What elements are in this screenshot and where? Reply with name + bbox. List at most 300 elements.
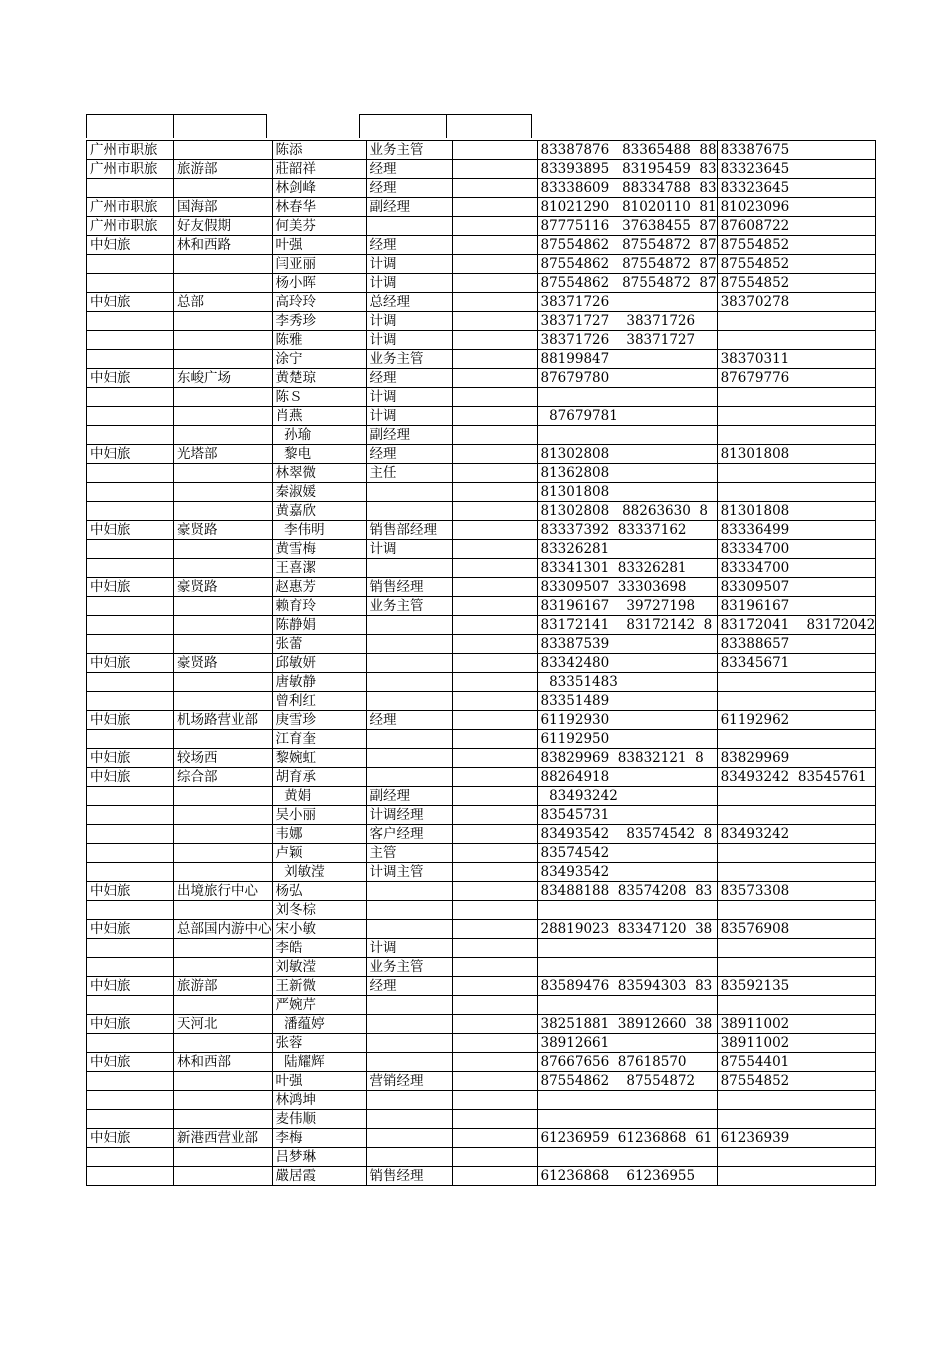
dept-cell[interactable] xyxy=(174,312,273,331)
org-cell[interactable]: 中妇旅 xyxy=(87,1015,174,1034)
fax-cell[interactable] xyxy=(717,958,876,977)
phone-cell[interactable]: 83342480 xyxy=(537,654,717,673)
phone-cell[interactable] xyxy=(537,958,717,977)
fax-cell[interactable] xyxy=(717,787,876,806)
dept-cell[interactable] xyxy=(174,787,273,806)
name-cell[interactable]: 刘敏滢 xyxy=(272,958,366,977)
title-cell[interactable] xyxy=(366,1015,452,1034)
org-cell[interactable]: 中妇旅 xyxy=(87,293,174,312)
name-cell[interactable]: 陆耀辉 xyxy=(272,1053,366,1072)
title-cell[interactable] xyxy=(366,559,452,578)
blank-cell[interactable] xyxy=(452,559,537,578)
fax-cell[interactable]: 83493242 xyxy=(717,825,876,844)
title-cell[interactable] xyxy=(366,673,452,692)
dept-cell[interactable] xyxy=(174,1110,273,1129)
blank-cell[interactable] xyxy=(452,768,537,787)
blank-cell[interactable] xyxy=(452,920,537,939)
blank-cell[interactable] xyxy=(452,388,537,407)
org-cell[interactable] xyxy=(87,350,174,369)
dept-cell[interactable]: 机场路营业部 xyxy=(174,711,273,730)
dept-cell[interactable]: 旅游部 xyxy=(174,160,273,179)
phone-cell[interactable]: 61192930 xyxy=(537,711,717,730)
phone-cell[interactable]: 83488188 83574208 83 xyxy=(537,882,717,901)
dept-cell[interactable] xyxy=(174,825,273,844)
blank-cell[interactable] xyxy=(452,141,537,160)
blank-cell[interactable] xyxy=(452,502,537,521)
fax-cell[interactable] xyxy=(717,806,876,825)
fax-cell[interactable]: 83336499 xyxy=(717,521,876,540)
org-cell[interactable] xyxy=(87,1110,174,1129)
blank-cell[interactable] xyxy=(452,445,537,464)
org-cell[interactable]: 中妇旅 xyxy=(87,1129,174,1148)
org-cell[interactable]: 广州市职旅 xyxy=(87,217,174,236)
phone-cell[interactable]: 83493542 xyxy=(537,863,717,882)
org-cell[interactable]: 中妇旅 xyxy=(87,236,174,255)
name-cell[interactable]: 李梅 xyxy=(272,1129,366,1148)
name-cell[interactable]: 林翠微 xyxy=(272,464,366,483)
title-cell[interactable]: 计调 xyxy=(366,331,452,350)
title-cell[interactable]: 计调 xyxy=(366,939,452,958)
phone-cell[interactable]: 83341301 83326281 xyxy=(537,559,717,578)
title-cell[interactable] xyxy=(366,616,452,635)
name-cell[interactable]: 李秀珍 xyxy=(272,312,366,331)
org-cell[interactable]: 中妇旅 xyxy=(87,711,174,730)
title-cell[interactable] xyxy=(366,217,452,236)
dept-cell[interactable]: 国海部 xyxy=(174,198,273,217)
org-cell[interactable] xyxy=(87,255,174,274)
name-cell[interactable]: 刘冬棕 xyxy=(272,901,366,920)
dept-cell[interactable] xyxy=(174,331,273,350)
title-cell[interactable] xyxy=(366,901,452,920)
fax-cell[interactable] xyxy=(717,692,876,711)
name-cell[interactable]: 杨小晖 xyxy=(272,274,366,293)
org-cell[interactable]: 中妇旅 xyxy=(87,768,174,787)
org-cell[interactable]: 中妇旅 xyxy=(87,882,174,901)
name-cell[interactable]: 麦伟顺 xyxy=(272,1110,366,1129)
org-cell[interactable] xyxy=(87,540,174,559)
blank-cell[interactable] xyxy=(452,179,537,198)
org-cell[interactable] xyxy=(87,901,174,920)
phone-cell[interactable] xyxy=(537,939,717,958)
phone-cell[interactable] xyxy=(537,996,717,1015)
title-cell[interactable]: 副经理 xyxy=(366,426,452,445)
phone-cell[interactable]: 38371726 38371727 xyxy=(537,331,717,350)
org-cell[interactable] xyxy=(87,1148,174,1167)
title-cell[interactable]: 销售经理 xyxy=(366,578,452,597)
org-cell[interactable] xyxy=(87,559,174,578)
name-cell[interactable]: 严婉芹 xyxy=(272,996,366,1015)
dept-cell[interactable] xyxy=(174,464,273,483)
dept-cell[interactable]: 好友假期 xyxy=(174,217,273,236)
org-cell[interactable]: 广州市职旅 xyxy=(87,160,174,179)
phone-cell[interactable]: 81301808 xyxy=(537,483,717,502)
title-cell[interactable]: 计调 xyxy=(366,407,452,426)
title-cell[interactable]: 客户经理 xyxy=(366,825,452,844)
name-cell[interactable]: 陈静娟 xyxy=(272,616,366,635)
name-cell[interactable]: 肖燕 xyxy=(272,407,366,426)
phone-cell[interactable]: 83387876 83365488 88 xyxy=(537,141,717,160)
phone-cell[interactable] xyxy=(537,426,717,445)
dept-cell[interactable] xyxy=(174,407,273,426)
name-cell[interactable]: 林春华 xyxy=(272,198,366,217)
phone-cell[interactable]: 61236959 61236868 61 xyxy=(537,1129,717,1148)
name-cell[interactable]: 林剑峰 xyxy=(272,179,366,198)
phone-cell[interactable]: 81302808 88263630 8 xyxy=(537,502,717,521)
fax-cell[interactable] xyxy=(717,901,876,920)
title-cell[interactable] xyxy=(366,768,452,787)
blank-cell[interactable] xyxy=(452,350,537,369)
name-cell[interactable]: 孙瑜 xyxy=(272,426,366,445)
name-cell[interactable]: 宋小敏 xyxy=(272,920,366,939)
name-cell[interactable]: 叶强 xyxy=(272,1072,366,1091)
org-cell[interactable] xyxy=(87,996,174,1015)
name-cell[interactable]: 黄娟 xyxy=(272,787,366,806)
org-cell[interactable] xyxy=(87,939,174,958)
dept-cell[interactable]: 旅游部 xyxy=(174,977,273,996)
name-cell[interactable]: 张蓉 xyxy=(272,1034,366,1053)
title-cell[interactable] xyxy=(366,749,452,768)
fax-cell[interactable] xyxy=(717,1110,876,1129)
dept-cell[interactable]: 天河北 xyxy=(174,1015,273,1034)
blank-cell[interactable] xyxy=(452,1091,537,1110)
title-cell[interactable] xyxy=(366,882,452,901)
phone-cell[interactable]: 87667656 87618570 xyxy=(537,1053,717,1072)
dept-cell[interactable] xyxy=(174,616,273,635)
org-cell[interactable] xyxy=(87,1091,174,1110)
dept-cell[interactable]: 光塔部 xyxy=(174,445,273,464)
fax-cell[interactable]: 38370278 xyxy=(717,293,876,312)
org-cell[interactable] xyxy=(87,1072,174,1091)
fax-cell[interactable]: 81301808 xyxy=(717,502,876,521)
dept-cell[interactable]: 林和西路 xyxy=(174,236,273,255)
dept-cell[interactable] xyxy=(174,350,273,369)
fax-cell[interactable]: 83345671 xyxy=(717,654,876,673)
dept-cell[interactable]: 出境旅行中心 xyxy=(174,882,273,901)
org-cell[interactable]: 中妇旅 xyxy=(87,578,174,597)
dept-cell[interactable] xyxy=(174,597,273,616)
title-cell[interactable] xyxy=(366,1034,452,1053)
title-cell[interactable] xyxy=(366,996,452,1015)
blank-cell[interactable] xyxy=(452,635,537,654)
phone-cell[interactable]: 83493542 83574542 8 xyxy=(537,825,717,844)
name-cell[interactable]: 黄嘉欣 xyxy=(272,502,366,521)
dept-cell[interactable] xyxy=(174,559,273,578)
phone-cell[interactable]: 81302808 xyxy=(537,445,717,464)
org-cell[interactable] xyxy=(87,179,174,198)
fax-cell[interactable] xyxy=(717,1148,876,1167)
name-cell[interactable]: 唐敏静 xyxy=(272,673,366,692)
name-cell[interactable]: 吴小丽 xyxy=(272,806,366,825)
phone-cell[interactable]: 87554862 87554872 87 xyxy=(537,236,717,255)
dept-cell[interactable]: 林和西部 xyxy=(174,1053,273,1072)
fax-cell[interactable] xyxy=(717,312,876,331)
phone-cell[interactable]: 83196167 39727198 xyxy=(537,597,717,616)
blank-cell[interactable] xyxy=(452,654,537,673)
fax-cell[interactable]: 83323645 xyxy=(717,160,876,179)
blank-cell[interactable] xyxy=(452,1015,537,1034)
name-cell[interactable]: 李皓 xyxy=(272,939,366,958)
name-cell[interactable]: 卢颖 xyxy=(272,844,366,863)
fax-cell[interactable] xyxy=(717,1167,876,1186)
name-cell[interactable]: 李伟明 xyxy=(272,521,366,540)
dept-cell[interactable]: 东峻广场 xyxy=(174,369,273,388)
dept-cell[interactable] xyxy=(174,863,273,882)
name-cell[interactable]: 赵惠芳 xyxy=(272,578,366,597)
phone-cell[interactable]: 38912661 xyxy=(537,1034,717,1053)
fax-cell[interactable] xyxy=(717,407,876,426)
org-cell[interactable] xyxy=(87,1034,174,1053)
org-cell[interactable] xyxy=(87,635,174,654)
dept-cell[interactable] xyxy=(174,540,273,559)
phone-cell[interactable]: 83493242 xyxy=(537,787,717,806)
name-cell[interactable]: 闫亚丽 xyxy=(272,255,366,274)
fax-cell[interactable]: 61192962 xyxy=(717,711,876,730)
name-cell[interactable]: 王喜潔 xyxy=(272,559,366,578)
fax-cell[interactable]: 87679776 xyxy=(717,369,876,388)
name-cell[interactable]: 黄楚琼 xyxy=(272,369,366,388)
phone-cell[interactable] xyxy=(537,901,717,920)
phone-cell[interactable]: 83172141 83172142 8 xyxy=(537,616,717,635)
fax-cell[interactable]: 83592135 xyxy=(717,977,876,996)
org-cell[interactable] xyxy=(87,787,174,806)
fax-cell[interactable]: 83387675 xyxy=(717,141,876,160)
org-cell[interactable]: 中妇旅 xyxy=(87,654,174,673)
phone-cell[interactable]: 83326281 xyxy=(537,540,717,559)
org-cell[interactable] xyxy=(87,616,174,635)
name-cell[interactable]: 陈雅 xyxy=(272,331,366,350)
phone-cell[interactable]: 87554862 87554872 87 xyxy=(537,255,717,274)
phone-cell[interactable]: 83829969 83832121 8 xyxy=(537,749,717,768)
org-cell[interactable] xyxy=(87,407,174,426)
phone-cell[interactable]: 61192950 xyxy=(537,730,717,749)
name-cell[interactable]: 黄雪梅 xyxy=(272,540,366,559)
name-cell[interactable]: 曾利红 xyxy=(272,692,366,711)
blank-cell[interactable] xyxy=(452,160,537,179)
name-cell[interactable]: 刘敏滢 xyxy=(272,863,366,882)
title-cell[interactable] xyxy=(366,635,452,654)
blank-cell[interactable] xyxy=(452,597,537,616)
fax-cell[interactable]: 87608722 xyxy=(717,217,876,236)
phone-cell[interactable]: 61236868 61236955 xyxy=(537,1167,717,1186)
blank-cell[interactable] xyxy=(452,711,537,730)
blank-cell[interactable] xyxy=(452,331,537,350)
phone-cell[interactable]: 83337392 83337162 xyxy=(537,521,717,540)
phone-cell[interactable]: 83338609 88334788 83 xyxy=(537,179,717,198)
title-cell[interactable] xyxy=(366,1129,452,1148)
phone-cell[interactable]: 83589476 83594303 83 xyxy=(537,977,717,996)
phone-cell[interactable] xyxy=(537,1091,717,1110)
phone-cell[interactable]: 38251881 38912660 38 xyxy=(537,1015,717,1034)
fax-cell[interactable]: 83493242 83545761 xyxy=(717,768,876,787)
title-cell[interactable]: 业务主管 xyxy=(366,350,452,369)
fax-cell[interactable] xyxy=(717,464,876,483)
title-cell[interactable]: 经理 xyxy=(366,160,452,179)
dept-cell[interactable] xyxy=(174,1034,273,1053)
name-cell[interactable]: 潘蕴婷 xyxy=(272,1015,366,1034)
org-cell[interactable] xyxy=(87,426,174,445)
name-cell[interactable]: 秦淑媛 xyxy=(272,483,366,502)
phone-cell[interactable]: 87679780 xyxy=(537,369,717,388)
org-cell[interactable] xyxy=(87,274,174,293)
dept-cell[interactable] xyxy=(174,141,273,160)
phone-cell[interactable] xyxy=(537,1110,717,1129)
name-cell[interactable]: 赖育玲 xyxy=(272,597,366,616)
fax-cell[interactable]: 81023096 xyxy=(717,198,876,217)
dept-cell[interactable]: 豪贤路 xyxy=(174,521,273,540)
dept-cell[interactable] xyxy=(174,901,273,920)
dept-cell[interactable] xyxy=(174,483,273,502)
dept-cell[interactable]: 较场西 xyxy=(174,749,273,768)
title-cell[interactable]: 营销经理 xyxy=(366,1072,452,1091)
blank-cell[interactable] xyxy=(452,806,537,825)
phone-cell[interactable]: 87775116 37638455 87 xyxy=(537,217,717,236)
name-cell[interactable]: 林鸿坤 xyxy=(272,1091,366,1110)
fax-cell[interactable] xyxy=(717,996,876,1015)
dept-cell[interactable] xyxy=(174,1091,273,1110)
dept-cell[interactable] xyxy=(174,1167,273,1186)
org-cell[interactable]: 中妇旅 xyxy=(87,749,174,768)
phone-cell[interactable] xyxy=(537,1148,717,1167)
org-cell[interactable]: 中妇旅 xyxy=(87,369,174,388)
title-cell[interactable] xyxy=(366,502,452,521)
blank-cell[interactable] xyxy=(452,293,537,312)
name-cell[interactable]: 胡育承 xyxy=(272,768,366,787)
fax-cell[interactable] xyxy=(717,673,876,692)
blank-cell[interactable] xyxy=(452,673,537,692)
dept-cell[interactable] xyxy=(174,1072,273,1091)
org-cell[interactable]: 中妇旅 xyxy=(87,445,174,464)
title-cell[interactable] xyxy=(366,1148,452,1167)
name-cell[interactable]: 王新微 xyxy=(272,977,366,996)
title-cell[interactable] xyxy=(366,654,452,673)
dept-cell[interactable] xyxy=(174,274,273,293)
title-cell[interactable] xyxy=(366,730,452,749)
org-cell[interactable] xyxy=(87,597,174,616)
fax-cell[interactable] xyxy=(717,426,876,445)
phone-cell[interactable]: 81021290 81020110 81 xyxy=(537,198,717,217)
blank-cell[interactable] xyxy=(452,483,537,502)
name-cell[interactable]: 杨弘 xyxy=(272,882,366,901)
fax-cell[interactable] xyxy=(717,939,876,958)
dept-cell[interactable] xyxy=(174,255,273,274)
dept-cell[interactable] xyxy=(174,806,273,825)
blank-cell[interactable] xyxy=(452,958,537,977)
fax-cell[interactable]: 83576908 xyxy=(717,920,876,939)
name-cell[interactable]: 嚴居霞 xyxy=(272,1167,366,1186)
dept-cell[interactable] xyxy=(174,1148,273,1167)
org-cell[interactable]: 中妇旅 xyxy=(87,920,174,939)
fax-cell[interactable] xyxy=(717,483,876,502)
title-cell[interactable] xyxy=(366,483,452,502)
blank-cell[interactable] xyxy=(452,236,537,255)
name-cell[interactable]: 涂宁 xyxy=(272,350,366,369)
title-cell[interactable] xyxy=(366,1110,452,1129)
title-cell[interactable]: 计调 xyxy=(366,274,452,293)
blank-cell[interactable] xyxy=(452,578,537,597)
name-cell[interactable]: 叶强 xyxy=(272,236,366,255)
name-cell[interactable]: 莊韶祥 xyxy=(272,160,366,179)
fax-cell[interactable] xyxy=(717,388,876,407)
title-cell[interactable]: 计调 xyxy=(366,540,452,559)
org-cell[interactable] xyxy=(87,825,174,844)
title-cell[interactable]: 经理 xyxy=(366,236,452,255)
dept-cell[interactable] xyxy=(174,179,273,198)
blank-cell[interactable] xyxy=(452,692,537,711)
title-cell[interactable]: 经理 xyxy=(366,445,452,464)
phone-cell[interactable]: 83387539 xyxy=(537,635,717,654)
blank-cell[interactable] xyxy=(452,1034,537,1053)
name-cell[interactable]: 邱敏妍 xyxy=(272,654,366,673)
phone-cell[interactable]: 81362808 xyxy=(537,464,717,483)
org-cell[interactable]: 广州市职旅 xyxy=(87,198,174,217)
blank-cell[interactable] xyxy=(452,540,537,559)
fax-cell[interactable]: 83334700 xyxy=(717,540,876,559)
org-cell[interactable] xyxy=(87,806,174,825)
fax-cell[interactable]: 61236939 xyxy=(717,1129,876,1148)
name-cell[interactable]: 庚雪珍 xyxy=(272,711,366,730)
dept-cell[interactable] xyxy=(174,730,273,749)
blank-cell[interactable] xyxy=(452,977,537,996)
dept-cell[interactable] xyxy=(174,692,273,711)
fax-cell[interactable] xyxy=(717,730,876,749)
blank-cell[interactable] xyxy=(452,1148,537,1167)
org-cell[interactable] xyxy=(87,1167,174,1186)
blank-cell[interactable] xyxy=(452,1072,537,1091)
dept-cell[interactable] xyxy=(174,939,273,958)
title-cell[interactable] xyxy=(366,1091,452,1110)
org-cell[interactable] xyxy=(87,673,174,692)
dept-cell[interactable] xyxy=(174,844,273,863)
blank-cell[interactable] xyxy=(452,198,537,217)
title-cell[interactable]: 经理 xyxy=(366,179,452,198)
fax-cell[interactable]: 83573308 xyxy=(717,882,876,901)
title-cell[interactable]: 副经理 xyxy=(366,787,452,806)
dept-cell[interactable]: 豪贤路 xyxy=(174,578,273,597)
phone-cell[interactable]: 87554862 87554872 xyxy=(537,1072,717,1091)
fax-cell[interactable]: 87554852 xyxy=(717,274,876,293)
org-cell[interactable] xyxy=(87,464,174,483)
dept-cell[interactable] xyxy=(174,426,273,445)
org-cell[interactable] xyxy=(87,958,174,977)
blank-cell[interactable] xyxy=(452,312,537,331)
dept-cell[interactable]: 总部 xyxy=(174,293,273,312)
title-cell[interactable]: 业务主管 xyxy=(366,141,452,160)
phone-cell[interactable]: 87554862 87554872 87 xyxy=(537,274,717,293)
blank-cell[interactable] xyxy=(452,882,537,901)
title-cell[interactable]: 主管 xyxy=(366,844,452,863)
title-cell[interactable]: 总经理 xyxy=(366,293,452,312)
fax-cell[interactable]: 38911002 xyxy=(717,1034,876,1053)
org-cell[interactable] xyxy=(87,312,174,331)
org-cell[interactable] xyxy=(87,730,174,749)
fax-cell[interactable] xyxy=(717,863,876,882)
org-cell[interactable] xyxy=(87,863,174,882)
blank-cell[interactable] xyxy=(452,369,537,388)
fax-cell[interactable]: 83388657 xyxy=(717,635,876,654)
dept-cell[interactable]: 综合部 xyxy=(174,768,273,787)
phone-cell[interactable]: 83393895 83195459 83 xyxy=(537,160,717,179)
title-cell[interactable]: 计调 xyxy=(366,312,452,331)
title-cell[interactable] xyxy=(366,692,452,711)
dept-cell[interactable]: 新港西营业部 xyxy=(174,1129,273,1148)
blank-cell[interactable] xyxy=(452,255,537,274)
title-cell[interactable]: 销售部经理 xyxy=(366,521,452,540)
title-cell[interactable]: 副经理 xyxy=(366,198,452,217)
blank-cell[interactable] xyxy=(452,996,537,1015)
dept-cell[interactable] xyxy=(174,673,273,692)
dept-cell[interactable] xyxy=(174,996,273,1015)
blank-cell[interactable] xyxy=(452,863,537,882)
